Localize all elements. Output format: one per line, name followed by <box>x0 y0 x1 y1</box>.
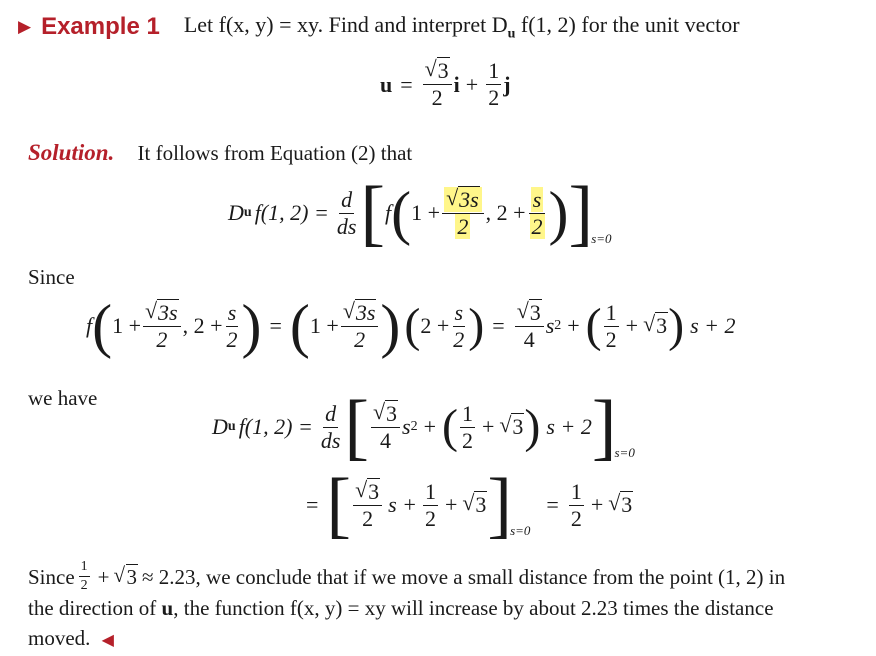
equals-sign: = <box>492 313 505 338</box>
radicand: 3 <box>126 564 137 589</box>
left-paren: ( <box>289 293 310 359</box>
denominator: 2 <box>462 427 473 453</box>
left-paren: ( <box>391 180 412 246</box>
sqrt-3: √ 3 <box>499 412 524 439</box>
left-paren: ( <box>92 293 113 359</box>
conclusion-text-2b: , the function f(x, y) = xy will increase by about 2.23 times the distance <box>173 596 774 620</box>
conclusion-text-2a: the direction of <box>28 596 157 620</box>
fraction-s-over-2 <box>225 299 240 352</box>
numerator: 1 <box>462 400 473 426</box>
equals-sign: = <box>269 313 282 338</box>
derivative-operator <box>319 400 343 453</box>
variable-s: s <box>402 414 411 439</box>
lhs-tail: f(1, 2) = <box>238 414 313 439</box>
prompt-tail: f(1, 2) for the unit vector <box>520 12 740 37</box>
numerator: 1 <box>605 299 617 325</box>
evaluation-point: s=0 <box>614 445 635 460</box>
denominator: 2 <box>431 85 443 110</box>
radicand: 3 <box>656 313 668 338</box>
solution-line <box>28 138 412 168</box>
vector-u: u <box>380 71 393 97</box>
radicand: 3 <box>386 400 398 426</box>
example-prompt <box>184 12 740 42</box>
vector-equation <box>380 56 511 110</box>
plus-sign: + <box>423 414 437 439</box>
right-paren: ) <box>468 299 485 352</box>
highlight-fraction-1: √ 3s 2 <box>442 189 484 238</box>
fraction-sqrt3-over-4: √ 3 4 <box>515 302 544 351</box>
conclusion-text-3: moved. <box>28 626 91 650</box>
middle-term: , 2 + <box>485 200 526 225</box>
lhs-tail: f(1, 2) = <box>254 200 329 225</box>
plus-sign: + <box>465 71 479 97</box>
middle-term: , 2 + <box>182 313 223 338</box>
denominator: 2 <box>457 213 469 239</box>
equation-1 <box>228 172 612 254</box>
equation-3 <box>212 386 635 468</box>
radicand: 3 <box>621 492 633 517</box>
equals-sign: = <box>306 492 319 517</box>
variable-s-plus: s + <box>388 492 417 517</box>
fraction-1-over-2 <box>569 478 584 531</box>
radicand: 3 <box>529 299 541 325</box>
fraction-sqrt3s-over-2: √ 3s 2 <box>143 302 181 351</box>
one-plus: 1 + <box>411 200 441 225</box>
we-have-label <box>28 383 97 413</box>
right-paren: ) <box>241 293 262 359</box>
example-header <box>18 12 740 42</box>
conclusion-line-1 <box>28 560 868 593</box>
plus-sign: + <box>625 313 639 338</box>
right-bracket: ] <box>487 464 513 546</box>
right-bracket: ] <box>568 172 594 254</box>
exponent: 2 <box>410 419 418 434</box>
two-plus: 2 + <box>420 313 450 338</box>
one-plus: 1 + <box>112 313 142 338</box>
solution-text: It follows from Equation (2) that <box>137 141 413 165</box>
fraction-1-over-2 <box>423 478 438 531</box>
equals-sign: = <box>546 492 559 517</box>
radicand: 3 <box>437 58 449 83</box>
fraction-1-over-2 <box>460 400 475 453</box>
denominator: 2 <box>488 85 500 110</box>
denominator: 2 <box>425 505 436 531</box>
prompt-subscript: u <box>507 26 516 42</box>
radicand: 3 <box>512 414 524 439</box>
evaluation-point: s=0 <box>510 523 531 538</box>
denominator: 2 <box>605 326 617 352</box>
fraction-1-over-2 <box>486 60 501 109</box>
plus-sign: + <box>482 414 495 439</box>
radicand: 3s <box>355 299 376 325</box>
unit-j: j <box>503 71 511 97</box>
denominator: 4 <box>523 326 535 352</box>
denominator: 2 <box>156 326 168 352</box>
conclusion-line-2 <box>28 593 868 623</box>
plus-sign: + <box>445 492 458 517</box>
radicand: 3s <box>459 186 479 212</box>
derivative-operator <box>335 186 359 239</box>
plus-sign: + <box>567 313 580 338</box>
since-label <box>28 262 75 292</box>
numerator: d <box>341 186 353 212</box>
fraction-1-over-2 <box>604 299 619 352</box>
function-f: f <box>385 200 392 225</box>
vector-u: u <box>161 596 174 620</box>
equation-2 <box>86 293 736 359</box>
tail-term: s + 2 <box>546 414 592 439</box>
right-triangle-icon: ▶ <box>18 17 32 37</box>
highlight-fraction-2 <box>528 186 547 239</box>
numerator: s <box>227 299 237 325</box>
subscript-u: u <box>243 205 252 220</box>
conclusion-paragraph <box>28 560 868 656</box>
left-paren: ( <box>442 400 458 453</box>
denominator: 2 <box>354 326 366 352</box>
equals-sign: = <box>400 71 413 97</box>
denominator: 2 <box>531 213 543 239</box>
radicand: 3 <box>368 478 380 504</box>
right-paren: ) <box>548 180 569 246</box>
denominator: 2 <box>362 505 374 531</box>
sqrt-3: √ 3 <box>113 562 137 589</box>
plus-sign: + <box>590 492 604 517</box>
denominator: 2 <box>226 326 238 352</box>
denominator: 4 <box>380 427 392 453</box>
example-label: Example 1 <box>41 13 160 41</box>
we-have-text: we have <box>28 386 98 410</box>
numerator: 1 <box>425 478 436 504</box>
conclusion-text-1: ≈ 2.23, we conclude that if we move a small distance from the point (1, 2) in <box>142 564 786 589</box>
denominator: 2 <box>570 505 582 531</box>
numerator: s <box>532 186 542 212</box>
directional-derivative: D <box>212 414 228 439</box>
directional-derivative: D <box>228 200 244 225</box>
radicand: 3 <box>475 492 487 517</box>
denominator: 2 <box>80 578 88 593</box>
function-f: f <box>86 313 93 338</box>
prompt-text: Let f(x, y) = xy. Find and interpret D <box>183 12 508 37</box>
tail-term: s + 2 <box>690 313 736 338</box>
fraction-s-over-2 <box>451 299 466 352</box>
radicand: 3s <box>158 299 178 325</box>
plus-sign: + <box>97 564 110 589</box>
solution-label: Solution. <box>28 140 115 165</box>
left-bracket: [ <box>326 464 352 546</box>
denominator: ds <box>336 213 357 239</box>
unit-i: i <box>453 71 460 97</box>
evaluation-point: s=0 <box>591 231 612 246</box>
fraction-sqrt3-over-2: √ 3 2 <box>353 481 382 530</box>
exponent: 2 <box>554 318 562 333</box>
right-paren: ) <box>668 299 685 352</box>
subscript-u: u <box>227 419 236 434</box>
sqrt-3: √ 3 <box>462 490 487 517</box>
right-bracket: ] <box>591 386 617 468</box>
numerator: 1 <box>79 560 90 577</box>
variable-s: s <box>545 313 555 338</box>
since-word: Since <box>28 564 75 589</box>
equation-4 <box>306 464 633 546</box>
since-text: Since <box>28 265 75 289</box>
numerator: 1 <box>570 478 582 504</box>
denominator: ds <box>320 427 341 453</box>
sqrt-3: √ 3 <box>643 311 668 338</box>
one-plus: 1 + <box>309 313 339 338</box>
fraction-sqrt3-over-2: √ 3 2 <box>423 60 452 109</box>
left-paren: ( <box>585 299 602 352</box>
fraction-sqrt3-over-4: √ 3 4 <box>371 403 400 452</box>
numerator: s <box>454 299 464 325</box>
fraction-sqrt3s-over-2: √ 3s 2 <box>341 302 379 351</box>
sqrt-3: √ 3 <box>608 490 633 517</box>
left-paren: ( <box>404 299 421 352</box>
left-bracket: [ <box>344 386 370 468</box>
conclusion-line-3 <box>28 623 868 656</box>
denominator: 2 <box>453 326 465 352</box>
fraction-1-over-2 <box>79 560 90 593</box>
left-triangle-icon: ◀ <box>101 632 114 649</box>
left-bracket: [ <box>360 172 386 254</box>
right-paren: ) <box>380 293 401 359</box>
right-paren: ) <box>524 400 541 453</box>
numerator: d <box>325 400 337 426</box>
numerator: 1 <box>488 58 500 83</box>
